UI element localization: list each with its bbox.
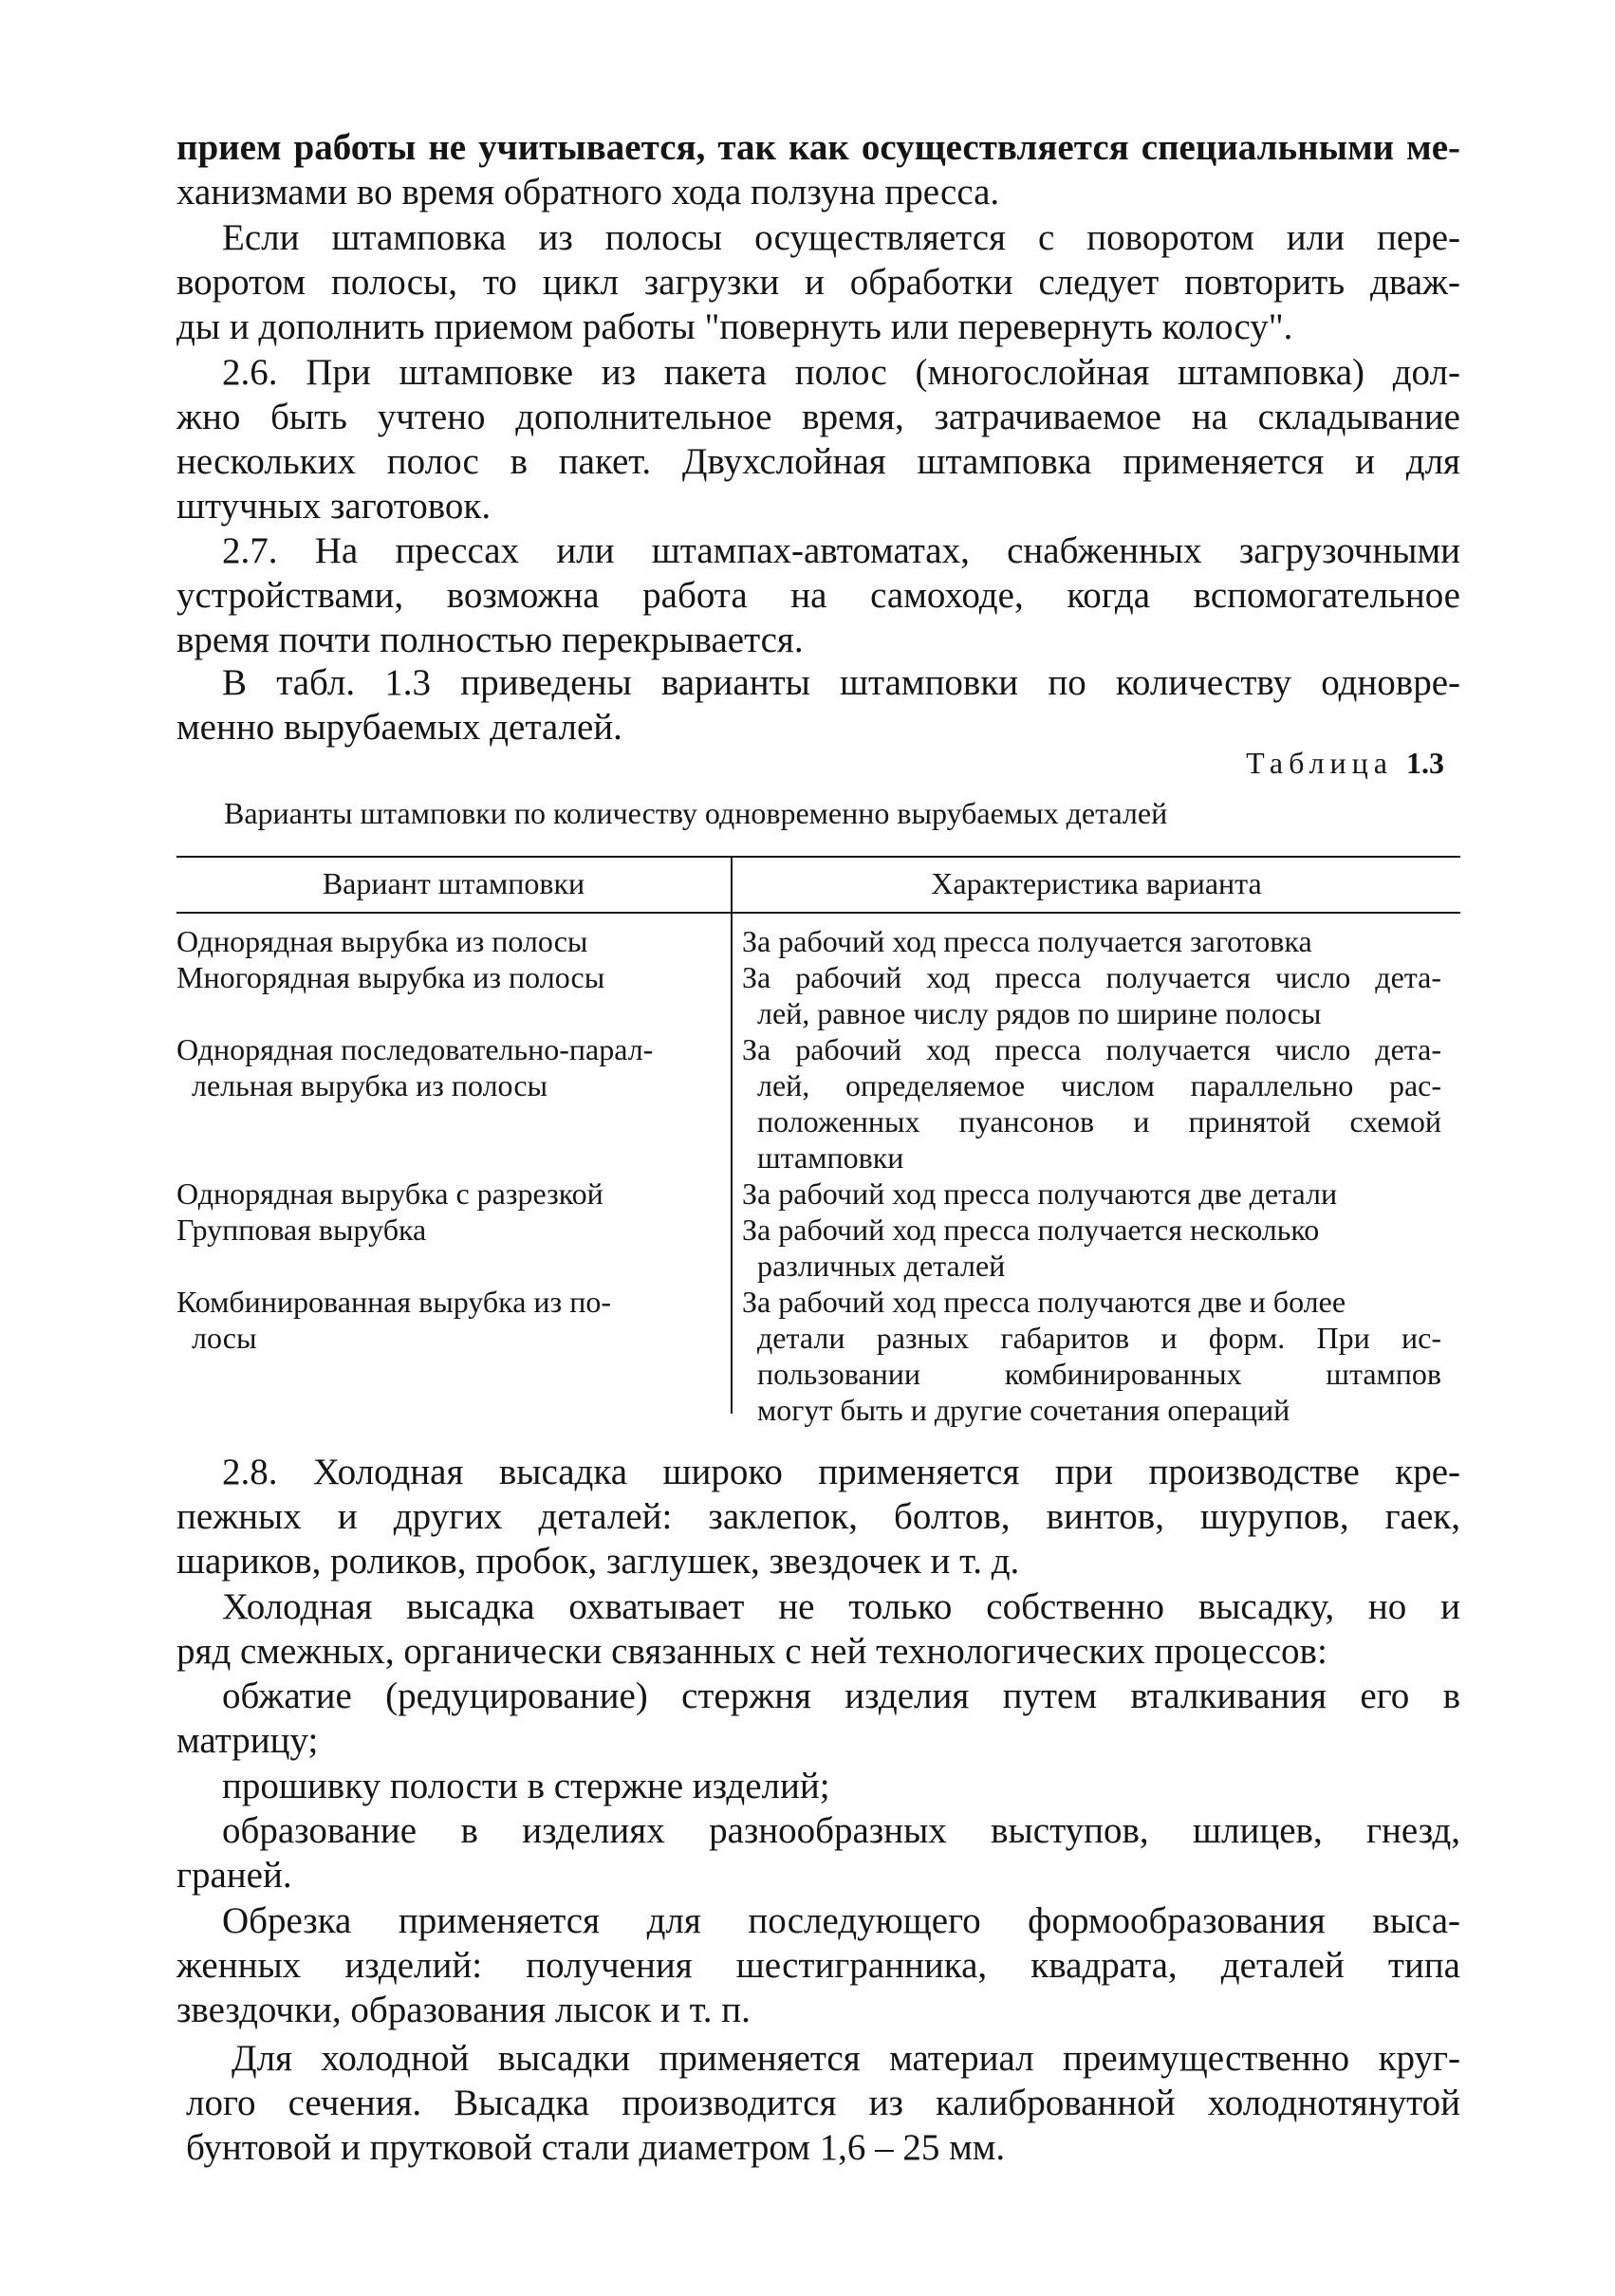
table-cell-description: могут быть и другие сочетания операций bbox=[757, 1393, 1290, 1427]
text-line: 2.6. При штамповке из пакета полос (многослойная штамповка) дол- bbox=[222, 352, 1460, 393]
table-cell-description: пользовании комбинированных штампов bbox=[757, 1357, 1441, 1391]
table-label bbox=[1246, 746, 1444, 781]
table-cell-variant: лельная вырубка из полосы bbox=[192, 1068, 548, 1102]
text-line: бунтовой и прутковой стали диаметром 1,6 – 25 мм. bbox=[186, 2127, 1006, 2168]
text-line: 2.7. На прессах или штампах-автоматах, снабженных загрузочными bbox=[222, 530, 1460, 571]
text-line: В табл. 1.3 приведены варианты штамповки по количеству одновре- bbox=[222, 662, 1460, 703]
table-cell-description: За рабочий ход пресса получается несколько bbox=[742, 1213, 1320, 1247]
text-line: воротом полосы, то цикл загрузки и обработки следует повторить дваж- bbox=[176, 262, 1460, 303]
text-line: устройствами, возможна работа на самоходе, когда вспомогательное bbox=[176, 575, 1460, 616]
table-cell-description: За рабочий ход пресса получается число дета- bbox=[742, 1032, 1441, 1066]
table-top-rule bbox=[176, 856, 1460, 858]
table-number: 1.3 bbox=[1406, 746, 1444, 780]
table-label-word: Таблица bbox=[1246, 746, 1393, 780]
text-line: граней. bbox=[176, 1855, 292, 1896]
table-cell-variant: Однорядная вырубка с разрезкой bbox=[176, 1176, 603, 1211]
table-cell-description: За рабочий ход пресса получается число дета- bbox=[742, 960, 1441, 994]
table-cell-description: штамповки bbox=[757, 1140, 904, 1175]
text-line: шариков, роликов, пробок, заглушек, звездочек и т. д. bbox=[176, 1541, 1020, 1582]
table-cell-variant: лосы bbox=[192, 1321, 257, 1355]
text-line: время почти полностью перекрывается. bbox=[176, 620, 804, 660]
table-cell-description: положенных пуансонов и принятой схемой bbox=[757, 1104, 1441, 1139]
table-cell-variant: Однорядная вырубка из полосы bbox=[176, 924, 588, 958]
text-line: ханизмами во время обратного хода ползуна пресса. bbox=[176, 172, 1000, 213]
text-line: пежных и других деталей: заклепок, болтов, винтов, шурупов, гаек, bbox=[176, 1496, 1460, 1537]
table-column-divider bbox=[731, 858, 733, 1414]
text-line: образование в изделиях разнообразных выступов, шлицев, гнезд, bbox=[222, 1810, 1460, 1851]
table-cell-description: лей, определяемое числом параллельно рас- bbox=[757, 1068, 1441, 1102]
text-line: обжатие (редуцирование) стержня изделия путем вталкивания его в bbox=[222, 1676, 1460, 1716]
text-line: менно вырубаемых деталей. bbox=[176, 707, 622, 748]
text-line: Обрезка применяется для последующего формообразования выса- bbox=[222, 1900, 1460, 1941]
text-line: лого сечения. Высадка производится из калиброванной холоднотянутой bbox=[186, 2083, 1460, 2123]
table-cell-description: лей, равное числу рядов по ширине полосы bbox=[757, 996, 1322, 1030]
text-line: жно быть учтено дополнительное время, затрачиваемое на складывание bbox=[176, 397, 1460, 437]
text-line: прием работы не учитывается, так как осуществляется специальными ме- bbox=[176, 127, 1460, 168]
table-cell-variant: Многорядная вырубка из полосы bbox=[176, 960, 605, 994]
text-line: матрицу; bbox=[176, 1720, 319, 1761]
table-header-variant: Вариант штамповки bbox=[322, 866, 585, 900]
text-line: ряд смежных, органически связанных с ней технологических процессов: bbox=[176, 1631, 1327, 1672]
text-line: женных изделий: получения шестигранника, квадрата, деталей типа bbox=[176, 1945, 1460, 1986]
table-caption: Варианты штамповки по количеству одновременно вырубаемых деталей bbox=[224, 796, 1168, 830]
text-line: Для холодной высадки применяется материал преимущественно круг- bbox=[232, 2038, 1460, 2079]
text-line: нескольких полос в пакет. Двухслойная штамповка применяется и для bbox=[176, 441, 1460, 482]
table-cell-description: За рабочий ход пресса получаются две и более bbox=[742, 1285, 1346, 1319]
text-line: Холодная высадка охватывает не только собственно высадку, но и bbox=[222, 1586, 1460, 1627]
text-line: ды и дополнить приемом работы "повернуть или перевернуть колосу". bbox=[176, 306, 1293, 347]
text-line: штучных заготовок. bbox=[176, 486, 492, 527]
table-cell-description: За рабочий ход пресса получаются две детали bbox=[742, 1176, 1338, 1211]
table-cell-description: различных деталей bbox=[757, 1249, 1006, 1283]
table-cell-variant: Комбинированная вырубка из по- bbox=[176, 1285, 611, 1319]
table-cell-variant: Групповая вырубка bbox=[176, 1213, 427, 1247]
text-line: 2.8. Холодная высадка широко применяется при производстве кре- bbox=[222, 1452, 1460, 1492]
table-cell-variant: Однорядная последовательно-парал- bbox=[176, 1032, 654, 1066]
table-header-rule bbox=[176, 912, 1460, 914]
table-header-description: Характеристика варианта bbox=[931, 866, 1262, 900]
table-cell-description: детали разных габаритов и форм. При ис- bbox=[757, 1321, 1441, 1355]
text-line: звездочки, образования лысок и т. п. bbox=[176, 1990, 751, 2030]
text-line: прошивку полости в стержне изделий; bbox=[222, 1766, 830, 1806]
table-cell-description: За рабочий ход пресса получается заготовка bbox=[742, 924, 1312, 958]
text-line: Если штамповка из полосы осуществляется с поворотом или пере- bbox=[222, 217, 1460, 258]
